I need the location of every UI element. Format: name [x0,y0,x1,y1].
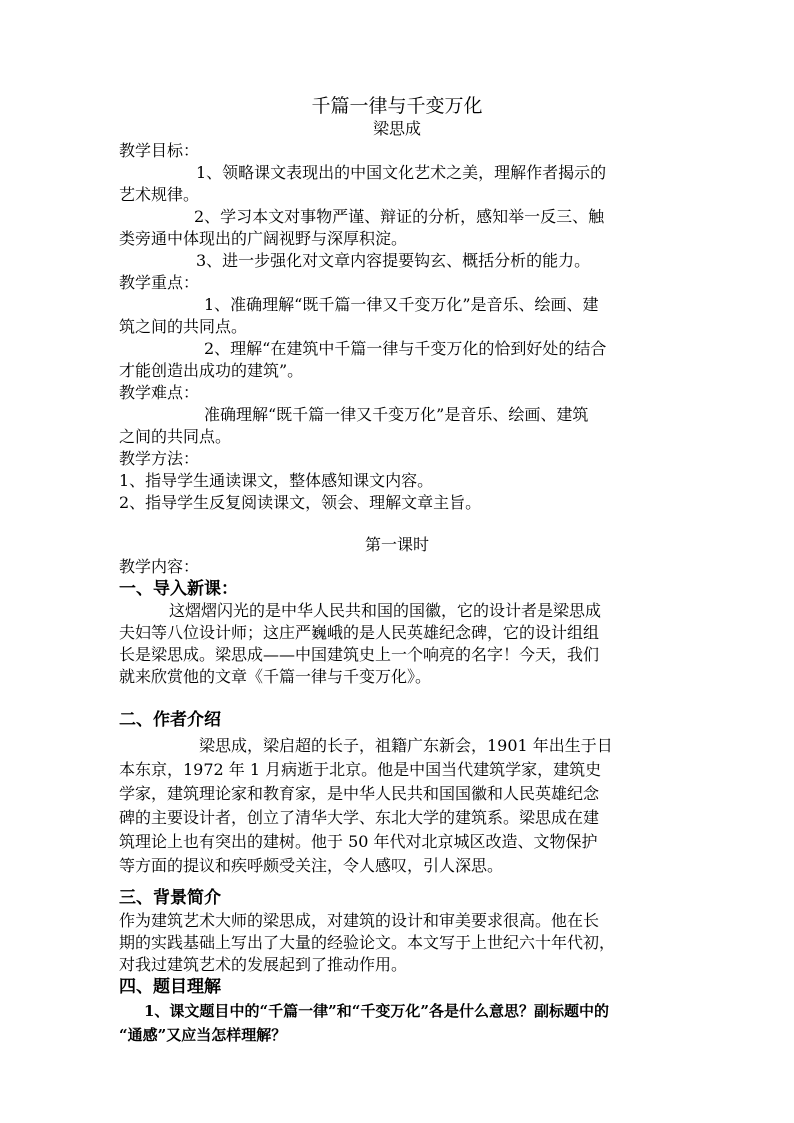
focus-line: 才能创造出成功的建筑”。 [119,361,304,380]
intro-line: 这熠熠闪光的是中华人民共和国的国徽，它的设计者是梁思成 [169,601,602,620]
goal-line: 艺术规律。 [119,185,200,204]
author-line: 等方面的提议和疾呼颇受关注，令人感叹，引人深思。 [119,856,504,875]
background-line: 期的实践基础上写出了大量的经验论文。本文写于上世纪六十年代初， [119,933,616,952]
question-line: 1、课文题目中的“千篇一律”和“千变万化”各是什么意思？副标题中的 [144,1002,609,1020]
lesson-heading: 第一课时 [364,535,429,554]
difficulty-line: 准确理解“既千篇一律又千变万化”是音乐、绘画、建筑 [204,405,589,424]
methods-heading: 教学方法： [119,449,200,468]
difficulty-line: 之间的共同点。 [119,427,232,446]
background-line: 对我过建筑艺术的发展起到了推动作用。 [119,955,408,974]
goals-heading: 教学目标： [119,141,200,160]
content-heading: 教学内容： [119,557,200,576]
focus-line: 1、准确理解“既千篇一律又千变万化”是音乐、绘画、建 [204,295,599,314]
author-line: 梁思成，梁启超的长子，祖籍广东新会，1901 年出生于日 [199,736,613,755]
focus-line: 2、理解“在建筑中千篇一律与千变万化的恰到好处的结合 [204,339,607,358]
focus-line: 筑之间的共同点。 [119,317,248,336]
author-line: 学家，建筑理论家和教育家，是中华人民共和国国徽和人民英雄纪念 [119,784,600,803]
author-line: 碑的主要设计者，创立了清华大学、东北大学的建筑系。梁思成在建 [119,808,600,827]
background-line: 作为建筑艺术大师的梁思成，对建筑的设计和审美要求很高。他在长 [119,911,600,930]
goal-line: 类旁通中体现出的广阔视野与深厚积淀。 [119,229,408,248]
focus-heading: 教学重点： [119,273,200,292]
document-title: 千篇一律与千变万化 [311,95,483,117]
section-background-heading: 三、背景简介 [119,888,221,908]
intro-line: 就来欣赏他的文章《千篇一律与千变万化》。 [119,667,432,686]
author-line: 本东京，1972 年 1 月病逝于北京。他是中国当代建筑学家，建筑史 [119,760,602,779]
section-title-heading: 四、题目理解 [119,977,221,997]
method-line: 1、指导学生通读课文，整体感知课文内容。 [119,471,434,490]
goal-line: 1、领略课文表现出的中国文化艺术之美，理解作者揭示的 [196,163,607,182]
section-author-heading: 二、作者介绍 [119,710,221,730]
goal-line: 3、进一步强化对文章内容提要钩玄、概括分析的能力。 [196,251,591,270]
method-line: 2、指导学生反复阅读课文，领会、理解文章主旨。 [119,493,482,512]
intro-line: 夫妇等八位设计师；这庄严巍峨的是人民英雄纪念碑，它的设计组组 [119,623,600,642]
author-line: 筑理论上也有突出的建树。他于 50 年代对北京城区改造、文物保护 [119,832,598,851]
document-author: 梁思成 [372,119,421,138]
section-intro-heading: 一、导入新课： [119,579,238,599]
question-line: “通感”又应当怎样理解？ [119,1026,287,1044]
intro-line: 长是梁思成。梁思成——中国建筑史上一个响亮的名字！今天，我们 [119,645,600,664]
goal-line: 2、学习本文对事物严谨、辩证的分析，感知举一反三、触 [194,207,605,226]
difficulty-heading: 教学难点： [119,383,200,402]
